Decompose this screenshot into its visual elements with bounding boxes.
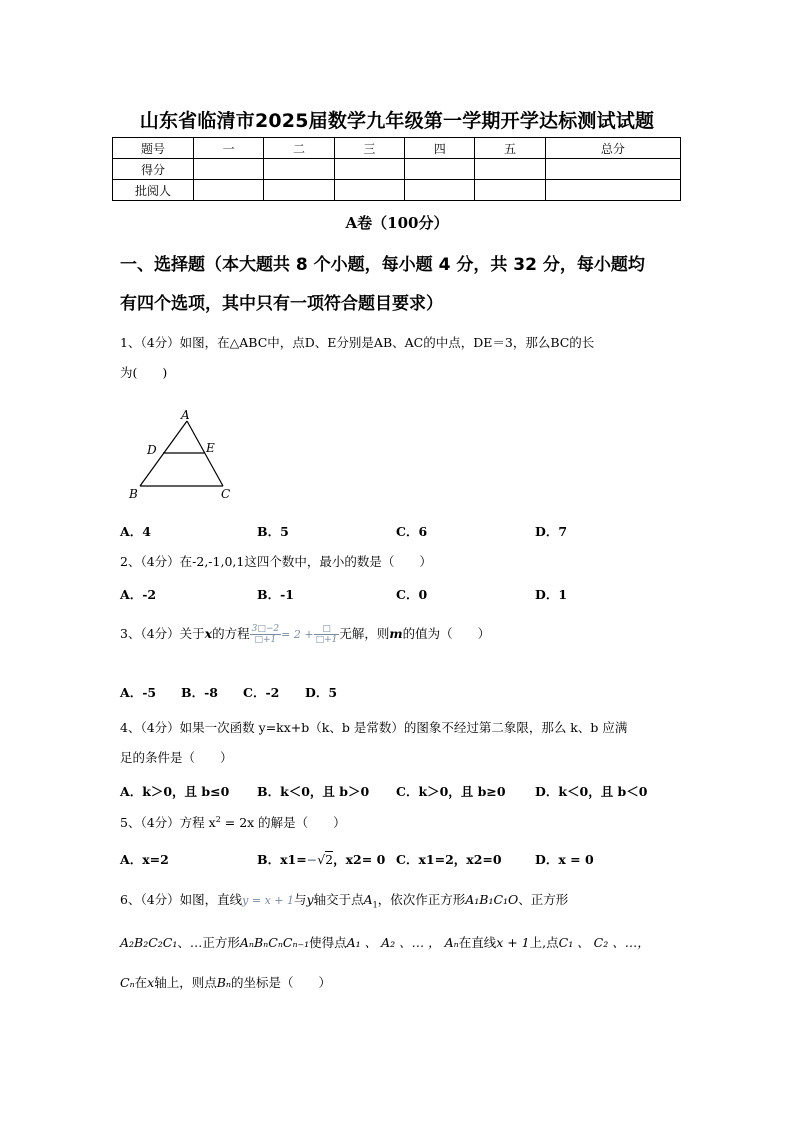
table-cell: 批阅人 bbox=[113, 180, 194, 201]
q3-fraction-2 bbox=[314, 624, 340, 645]
q6-l1-pre: 6、（4分）如图，直线 bbox=[120, 892, 243, 907]
q6-l3-cn: Cₙ bbox=[120, 975, 135, 990]
table-cell: 五 bbox=[475, 138, 545, 159]
option-d[interactable]: D．7 bbox=[535, 524, 568, 539]
q6-l2-mid3: 在直线 bbox=[458, 935, 497, 950]
option-a[interactable]: A．x=2 bbox=[120, 852, 169, 867]
q3-frac1-den: □+1 bbox=[254, 635, 277, 645]
question-4-line2: 足的条件是（ ） bbox=[120, 750, 233, 765]
option-c[interactable]: C．x1=2，x2=0 bbox=[396, 852, 502, 867]
q3-fraction-1 bbox=[250, 624, 282, 645]
q6-l2-sqn: AₙBₙCₙCₙ₋₁ bbox=[239, 935, 310, 950]
question-1-line2: 为( ) bbox=[120, 365, 168, 380]
option-d[interactable]: D．k＜0，且 b＜0 bbox=[535, 784, 648, 799]
score-cell[interactable] bbox=[334, 159, 404, 180]
q6-l1-a1: A bbox=[363, 892, 373, 907]
score-cell[interactable] bbox=[334, 180, 404, 201]
page-title: 山东省临清市2025届数学九年级第一学期开学达标测试试题 bbox=[139, 110, 655, 132]
score-cell[interactable] bbox=[475, 159, 545, 180]
score-cell[interactable] bbox=[264, 159, 334, 180]
q6-l3-end: 的坐标是（ ） bbox=[231, 975, 332, 990]
table-cell: 二 bbox=[264, 138, 334, 159]
option-c[interactable]: C．0 bbox=[396, 587, 428, 602]
table-row bbox=[113, 180, 681, 201]
option-b[interactable]: B．k＜0，且 b＞0 bbox=[257, 784, 370, 799]
q3-frac2-den: □+1 bbox=[315, 635, 338, 645]
table-cell: 总分 bbox=[545, 138, 680, 159]
score-cell[interactable] bbox=[405, 180, 475, 201]
table-cell: 一 bbox=[194, 138, 264, 159]
q6-l1-sq: A₁B₁C₁O bbox=[465, 892, 519, 907]
q5-b-sqrt: 2 bbox=[325, 852, 334, 867]
score-cell[interactable] bbox=[264, 180, 334, 201]
score-cell[interactable] bbox=[405, 159, 475, 180]
q3-var-m: m bbox=[389, 626, 403, 641]
question-2: 2、（4分）在-2,-1,0,1这四个数中，最小的数是（ ） bbox=[120, 554, 432, 569]
triangle-figure bbox=[125, 405, 240, 503]
question-3 bbox=[120, 624, 490, 645]
q6-l1-mid3: ，依次作正方形 bbox=[377, 892, 466, 907]
question-6-line3 bbox=[120, 973, 331, 991]
label-a: A bbox=[181, 408, 190, 422]
question-1-line1: 1、（4分）如图，在△ABC中，点D、E分别是AB、AC的中点，DE＝3，那么BC的长 bbox=[120, 335, 595, 350]
question-6-line1 bbox=[120, 890, 568, 910]
option-b[interactable]: B．-8 bbox=[181, 685, 218, 700]
q6-l1-a1-sub: 1 bbox=[372, 900, 378, 910]
q5-sup: 2 bbox=[215, 814, 221, 824]
q3-equals: = 2 + bbox=[281, 628, 314, 641]
option-d[interactable]: D．5 bbox=[305, 685, 338, 700]
option-a[interactable]: A．4 bbox=[120, 524, 151, 539]
q6-l2-mid4: 上,点 bbox=[529, 935, 559, 950]
table-cell: 三 bbox=[334, 138, 404, 159]
q6-l1-y: y bbox=[306, 892, 314, 907]
section-heading-line2: 有四个选项，其中只有一项符合题目要求） bbox=[120, 294, 443, 314]
table-cell: 四 bbox=[405, 138, 475, 159]
option-b[interactable] bbox=[257, 850, 385, 868]
q6-l2-cpts: C₁ 、 C₂ 、…， bbox=[558, 935, 650, 950]
option-d[interactable]: D．x = 0 bbox=[535, 852, 594, 867]
q6-l1-mid2: 轴交于点 bbox=[313, 892, 364, 907]
q5-b-minus: − bbox=[306, 852, 318, 867]
option-a[interactable]: A．-5 bbox=[120, 685, 157, 700]
score-cell[interactable] bbox=[545, 180, 680, 201]
score-cell[interactable] bbox=[194, 180, 264, 201]
score-cell[interactable] bbox=[194, 159, 264, 180]
q6-l2-sq: A₂B₂C₂C₁ bbox=[120, 935, 178, 950]
q5-prefix: 5、（4分）方程 x bbox=[120, 815, 216, 830]
option-d[interactable]: D．1 bbox=[535, 587, 568, 602]
q6-l2-mid: 、…正方形 bbox=[177, 935, 240, 950]
q3-frac1-num: 3□−2 bbox=[251, 624, 280, 634]
score-cell[interactable] bbox=[475, 180, 545, 201]
q5-b-pre: B．x1= bbox=[257, 852, 307, 867]
q6-l1-mid: 与 bbox=[294, 892, 307, 907]
q3-suffix2: 的值为（ ） bbox=[402, 626, 491, 641]
option-b[interactable]: B．-1 bbox=[257, 587, 294, 602]
q6-l3-bn: Bₙ bbox=[216, 975, 231, 990]
q3-mid: 的方程 bbox=[212, 626, 250, 641]
q3-frac2-num: □ bbox=[314, 624, 340, 635]
label-d: D bbox=[147, 443, 157, 457]
label-b: B bbox=[129, 487, 138, 501]
table-cell: 题号 bbox=[113, 138, 194, 159]
label-c: C bbox=[221, 487, 231, 501]
table-row bbox=[113, 159, 681, 180]
option-c[interactable]: C．6 bbox=[396, 524, 428, 539]
table-row bbox=[113, 138, 681, 159]
q6-l1-end: 、正方形 bbox=[518, 892, 569, 907]
score-table bbox=[112, 137, 681, 201]
option-c[interactable]: C．-2 bbox=[243, 685, 280, 700]
q3-prefix: 3、（4分）关于 bbox=[120, 626, 205, 641]
q5-b-post: ，x2= 0 bbox=[333, 852, 386, 867]
section-heading-line1: 一、选择题（本大题共 8 个小题，每小题 4 分，共 32 分，每小题均 bbox=[120, 255, 645, 275]
q6-l2-mid2: 使得点 bbox=[309, 935, 347, 950]
section-subtitle: A卷（100分） bbox=[345, 214, 449, 232]
question-4-line1: 4、（4分）如果一次函数 y=kx+b（k、b 是常数）的图象不经过第二象限，那么 k、b 应满 bbox=[120, 720, 628, 735]
q3-suffix1: 无解，则 bbox=[339, 626, 390, 641]
q6-l1-eq: y = x + 1 bbox=[242, 894, 294, 907]
question-6-line2 bbox=[120, 933, 650, 951]
option-a[interactable]: A．k＞0，且 b≤0 bbox=[120, 784, 230, 799]
option-c[interactable]: C．k＞0，且 b≥0 bbox=[396, 784, 506, 799]
option-b[interactable]: B．5 bbox=[257, 524, 289, 539]
table-cell: 得分 bbox=[113, 159, 194, 180]
label-e: E bbox=[206, 441, 215, 455]
q6-l3-mid: 在 bbox=[134, 975, 148, 990]
q5-suffix: = 2x 的解是（ ） bbox=[220, 815, 346, 830]
sqrt-icon: √ bbox=[317, 852, 326, 867]
q6-l2-pts: A₁ 、 A₂ 、… ， Aₙ bbox=[346, 935, 459, 950]
q6-l2-line: x + 1 bbox=[496, 935, 530, 950]
q3-var-x: x bbox=[204, 626, 213, 641]
question-5 bbox=[120, 813, 346, 831]
q6-l3-x: x bbox=[147, 975, 155, 990]
q6-l3-mid2: 轴上，则点 bbox=[154, 975, 217, 990]
option-a[interactable]: A．-2 bbox=[120, 587, 157, 602]
score-cell[interactable] bbox=[545, 159, 680, 180]
